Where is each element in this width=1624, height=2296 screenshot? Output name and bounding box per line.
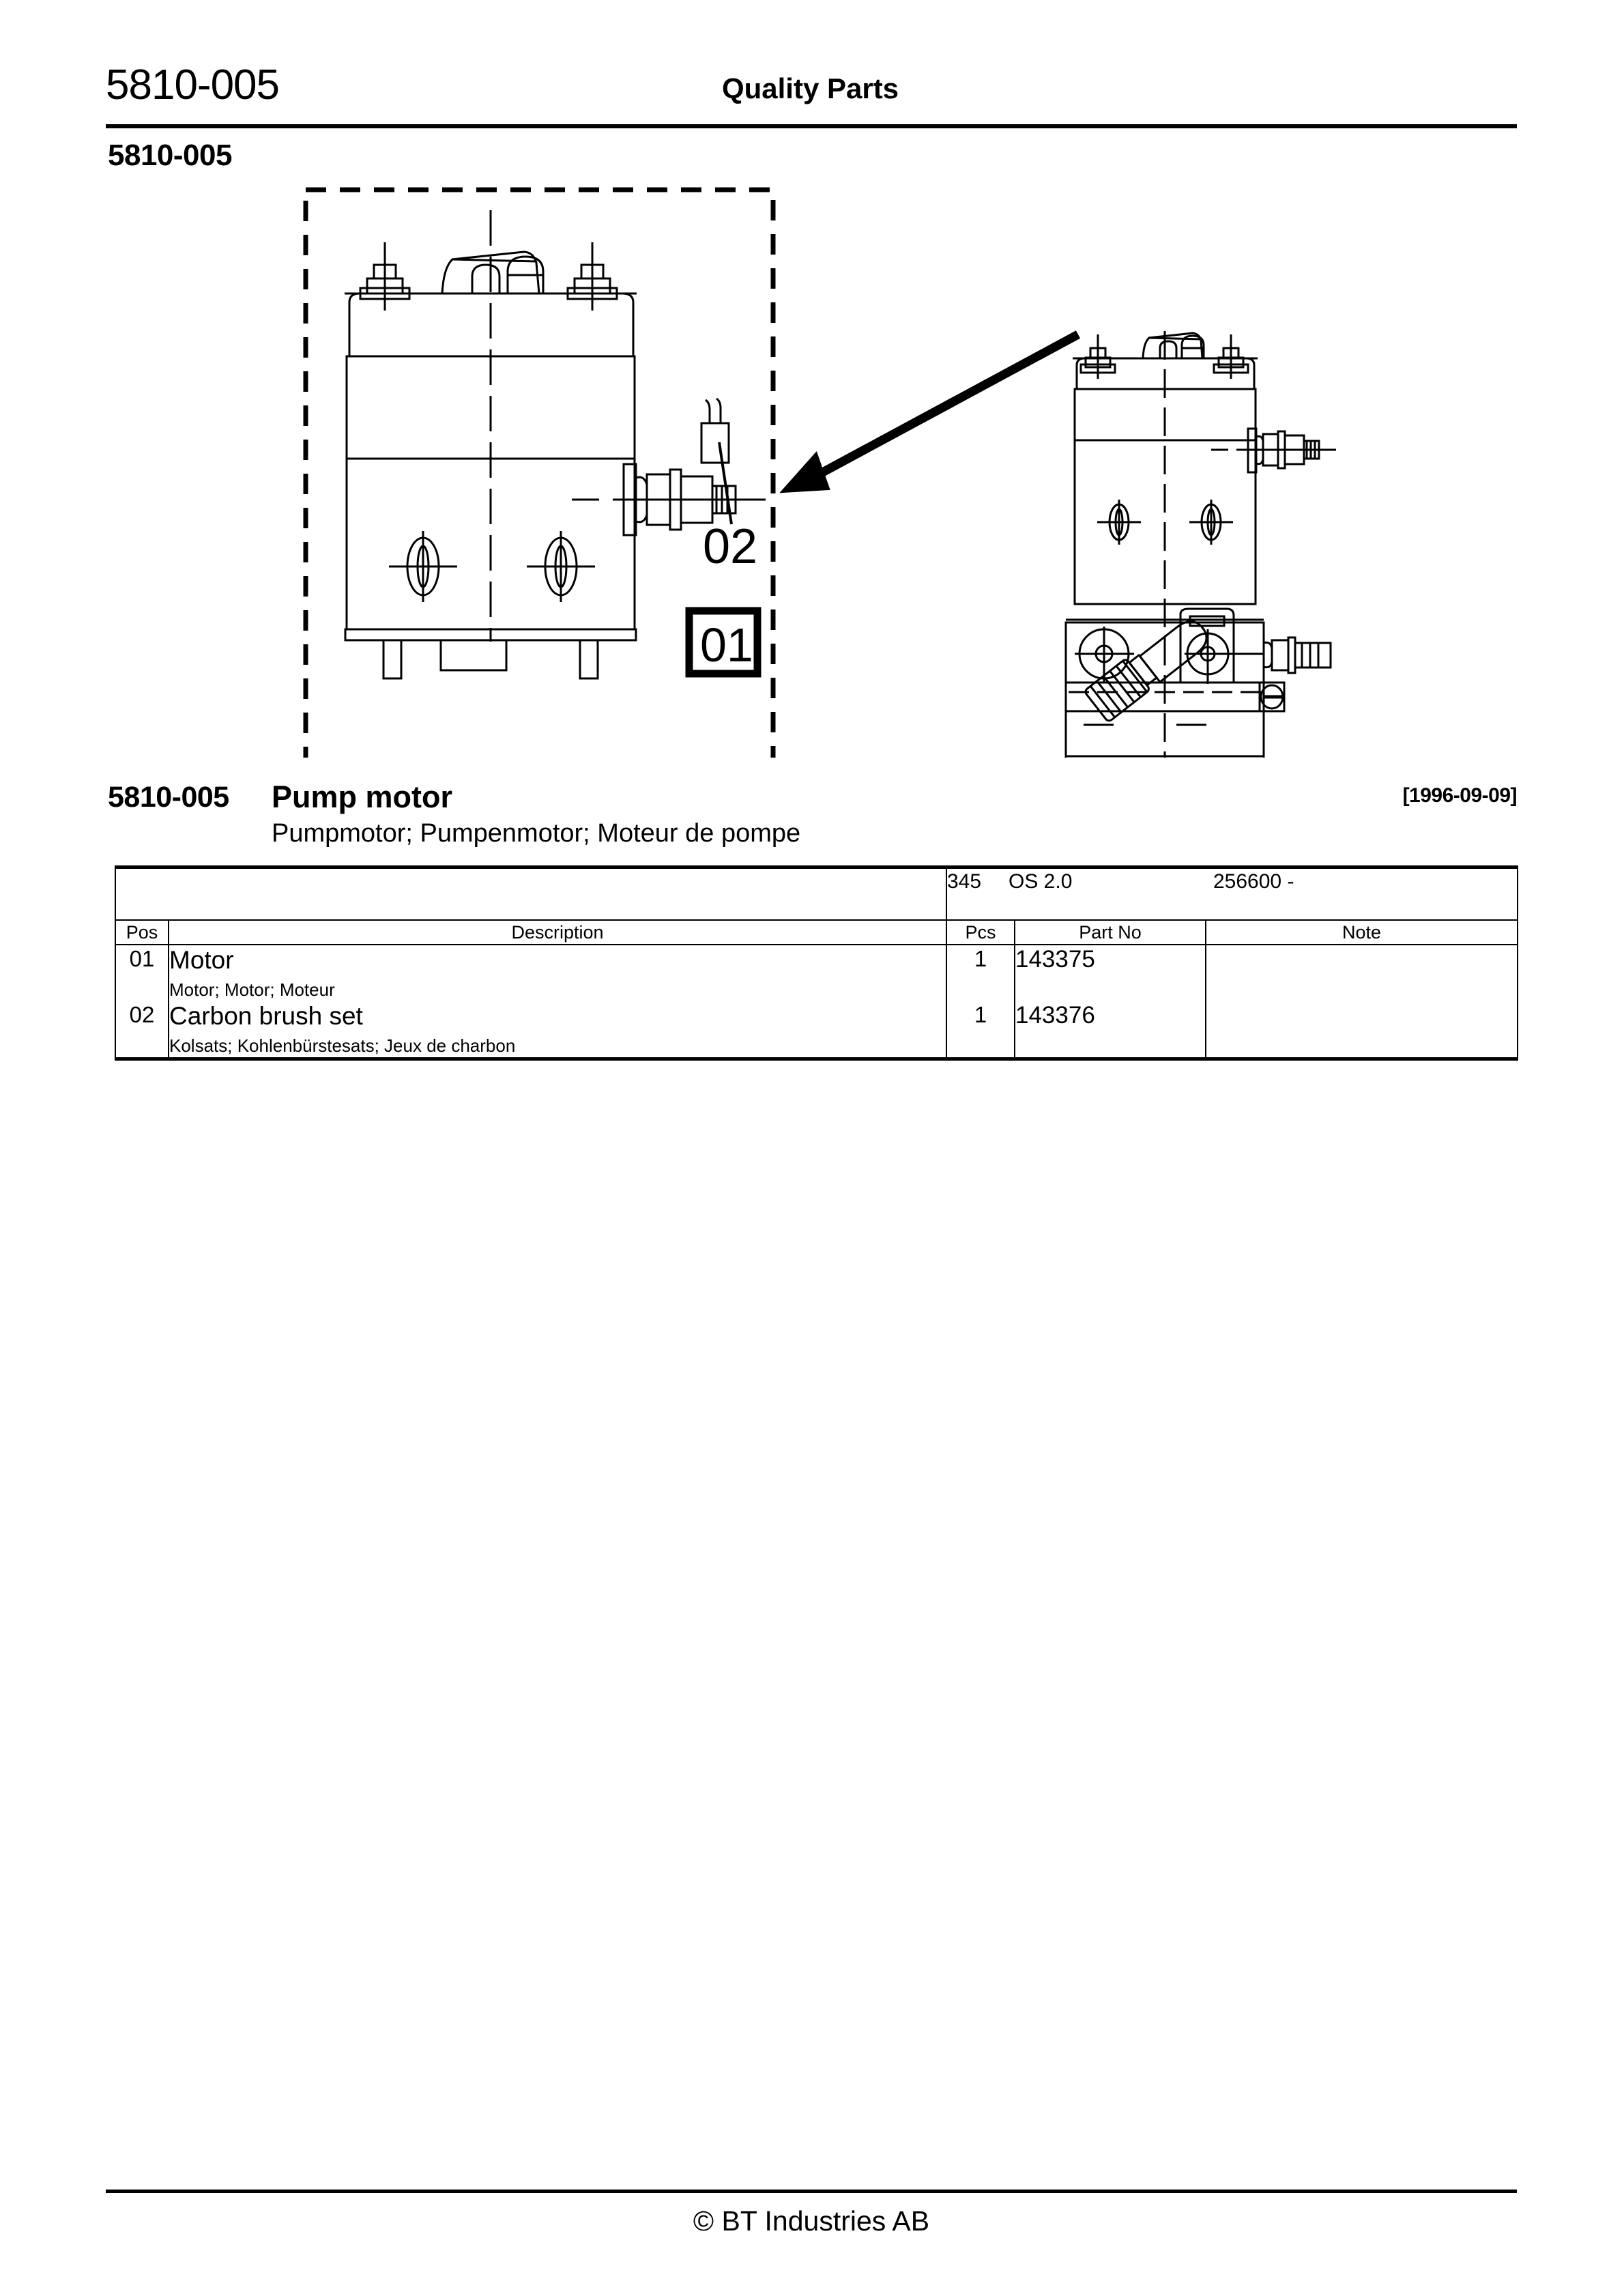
row-description: Carbon brush set — [169, 1002, 363, 1030]
column-header-description: Description — [169, 920, 946, 945]
parts-illustration — [0, 164, 1624, 758]
assembly-brush-port-right — [1189, 500, 1233, 545]
header-part-code: 5810-005 — [106, 61, 280, 109]
callout-02-group — [703, 519, 757, 574]
assembly-top-bracket — [1143, 333, 1204, 358]
assembly-terminal-right — [1214, 334, 1248, 379]
brush-port-left — [389, 531, 457, 602]
pump-valve-block — [1066, 609, 1331, 684]
header-divider — [106, 124, 1517, 128]
footer-divider — [106, 2190, 1517, 2193]
model-number: 345 — [947, 870, 982, 893]
row-description-cell — [169, 945, 946, 1001]
row-part-no: 143376 — [1015, 1001, 1206, 1059]
callout-01-label: 01 — [700, 618, 753, 672]
assembly-brush-port-left — [1097, 500, 1141, 545]
parts-table — [115, 865, 1518, 1061]
parts-table-wrapper — [115, 865, 1517, 1061]
row-note — [1206, 1001, 1518, 1059]
part-name: Pump motor — [272, 779, 452, 814]
row-note — [1206, 945, 1518, 1001]
part-revision-date: [1996-09-09] — [1402, 784, 1517, 807]
row-pcs: 1 — [946, 945, 1015, 1001]
detail-callout-arrow — [783, 334, 1078, 491]
model-name: OS 2.0 — [1009, 870, 1073, 893]
row-part-no: 143375 — [1015, 945, 1206, 1001]
row-pos: 01 — [115, 945, 169, 1001]
row-description-cell — [169, 1001, 946, 1059]
section-code: 5810-005 — [108, 139, 232, 172]
column-header-part-no: Part No — [1015, 920, 1206, 945]
row-description-translations: Motor; Motor; Moteur — [169, 979, 335, 1000]
part-name-translations: Pumpmotor; Pumpenmotor; Moteur de pompe — [272, 819, 801, 848]
column-header-note: Note — [1206, 920, 1518, 945]
part-code: 5810-005 — [108, 781, 229, 814]
brush-port-right — [527, 531, 595, 602]
serial-range: 256600 - — [1213, 870, 1294, 893]
table-row[interactable] — [115, 1001, 1518, 1059]
terminal-bolt-right — [568, 242, 617, 311]
model-band-info — [946, 867, 1518, 921]
table-header-row — [115, 920, 1518, 945]
row-description: Motor — [169, 946, 234, 974]
footer-copyright: © BT Industries AB — [693, 2205, 930, 2237]
motor-top-bracket — [442, 252, 543, 293]
table-row[interactable] — [115, 945, 1518, 1001]
callout-02-label: 02 — [703, 519, 758, 574]
row-description-translations: Kolsats; Kohlenbürstesats; Jeux de charbon — [169, 1035, 516, 1056]
row-pcs: 1 — [946, 1001, 1015, 1059]
model-band-empty — [115, 867, 946, 921]
column-header-pcs: Pcs — [946, 920, 1015, 945]
model-band-row — [115, 867, 1518, 921]
assembly-terminal-left — [1081, 334, 1115, 379]
part-title-block — [108, 779, 1517, 855]
header-title: Quality Parts — [721, 72, 899, 104]
terminal-bolt-left — [360, 242, 409, 311]
pump-assembly-drawing — [1066, 331, 1336, 758]
row-pos: 02 — [115, 1001, 169, 1059]
callout-01-group — [689, 611, 757, 674]
column-header-pos: Pos — [115, 920, 169, 945]
assembly-terminal-stud — [1211, 429, 1336, 472]
page-header — [106, 61, 1515, 116]
